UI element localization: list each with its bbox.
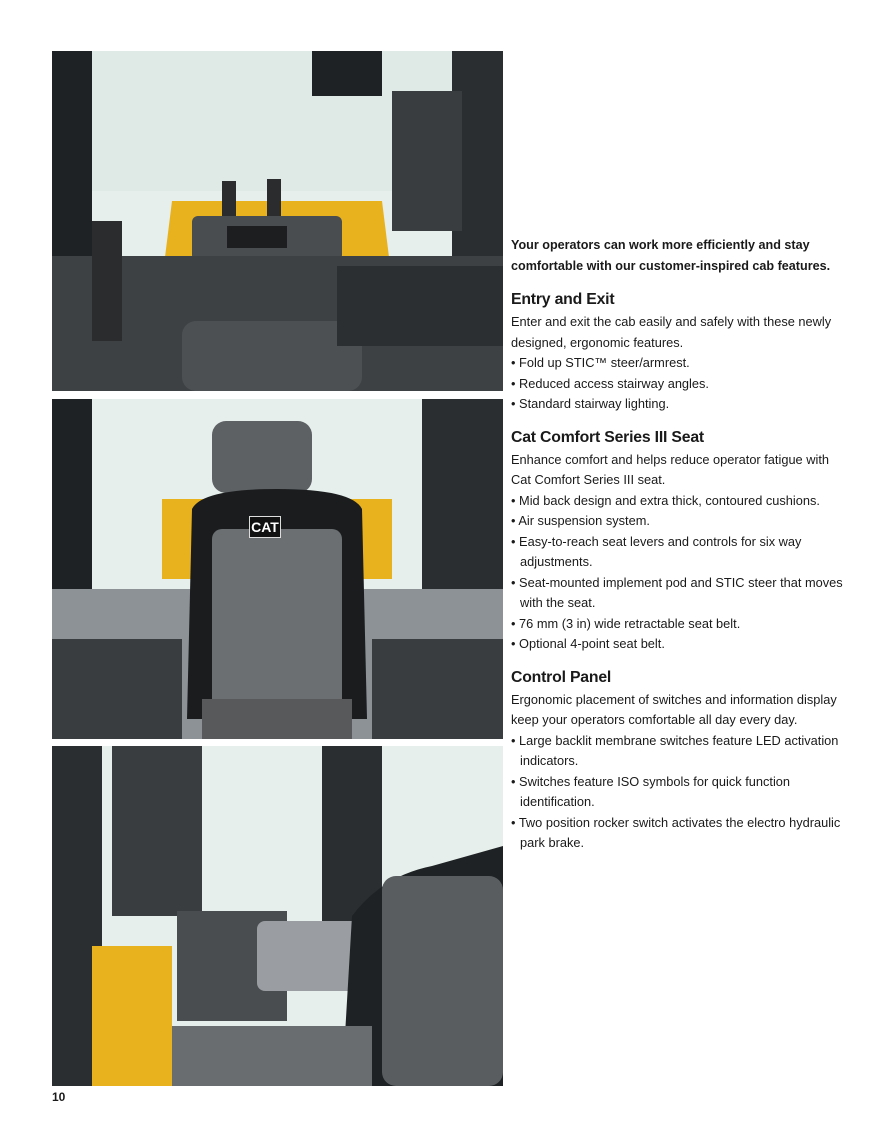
control-panel-section [511,667,851,854]
list-item: • Large backlit membrane switches feature LED activation indicators. [511,731,851,772]
list-item: • Reduced access stairway angles. [511,374,851,395]
bullet-list [511,731,851,854]
comfort-seat-section [511,427,851,655]
section-body: Ergonomic placement of switches and information display keep your operators comfortable all day every day. [511,691,837,727]
cat-seat-logo: CAT [249,516,281,538]
page-number: 10 [52,1090,66,1104]
section-heading: Entry and Exit [511,291,615,308]
list-item: • Seat-mounted implement pod and STIC steer that moves with the seat. [511,573,851,614]
comfort-seat-photo [52,399,503,739]
section-heading: Control Panel [511,668,612,686]
control-panel-photo [52,746,503,1086]
list-item: • Easy-to-reach seat levers and controls for six way adjustments. [511,532,851,573]
bullet-list [511,353,851,415]
list-item: • Optional 4-point seat belt. [511,634,851,655]
entry-exit-section [511,289,851,415]
list-item: • 76 mm (3 in) wide retractable seat belt. [511,614,851,635]
list-item: • Fold up STIC™ steer/armrest. [511,353,851,374]
feature-text-column [511,235,851,866]
section-body: Enter and exit the cab easily and safely with these newly designed, ergonomic features. [511,314,832,350]
list-item: • Air suspension system. [511,511,851,532]
intro-text: Your operators can work more efficiently and stay comfortable with our customer-inspired cab features. [511,238,831,273]
list-item: • Mid back design and extra thick, contoured cushions. [511,491,851,512]
bullet-list [511,491,851,655]
list-item: • Switches feature ISO symbols for quick function identification. [511,772,851,813]
list-item: • Standard stairway lighting. [511,394,851,415]
section-heading: Cat Comfort Series III Seat [511,428,704,446]
cab-front-view-photo [52,51,503,391]
section-body: Enhance comfort and helps reduce operator fatigue with Cat Comfort Series III seat. [511,451,829,487]
list-item: • Two position rocker switch activates the electro hydraulic park brake. [511,813,851,854]
